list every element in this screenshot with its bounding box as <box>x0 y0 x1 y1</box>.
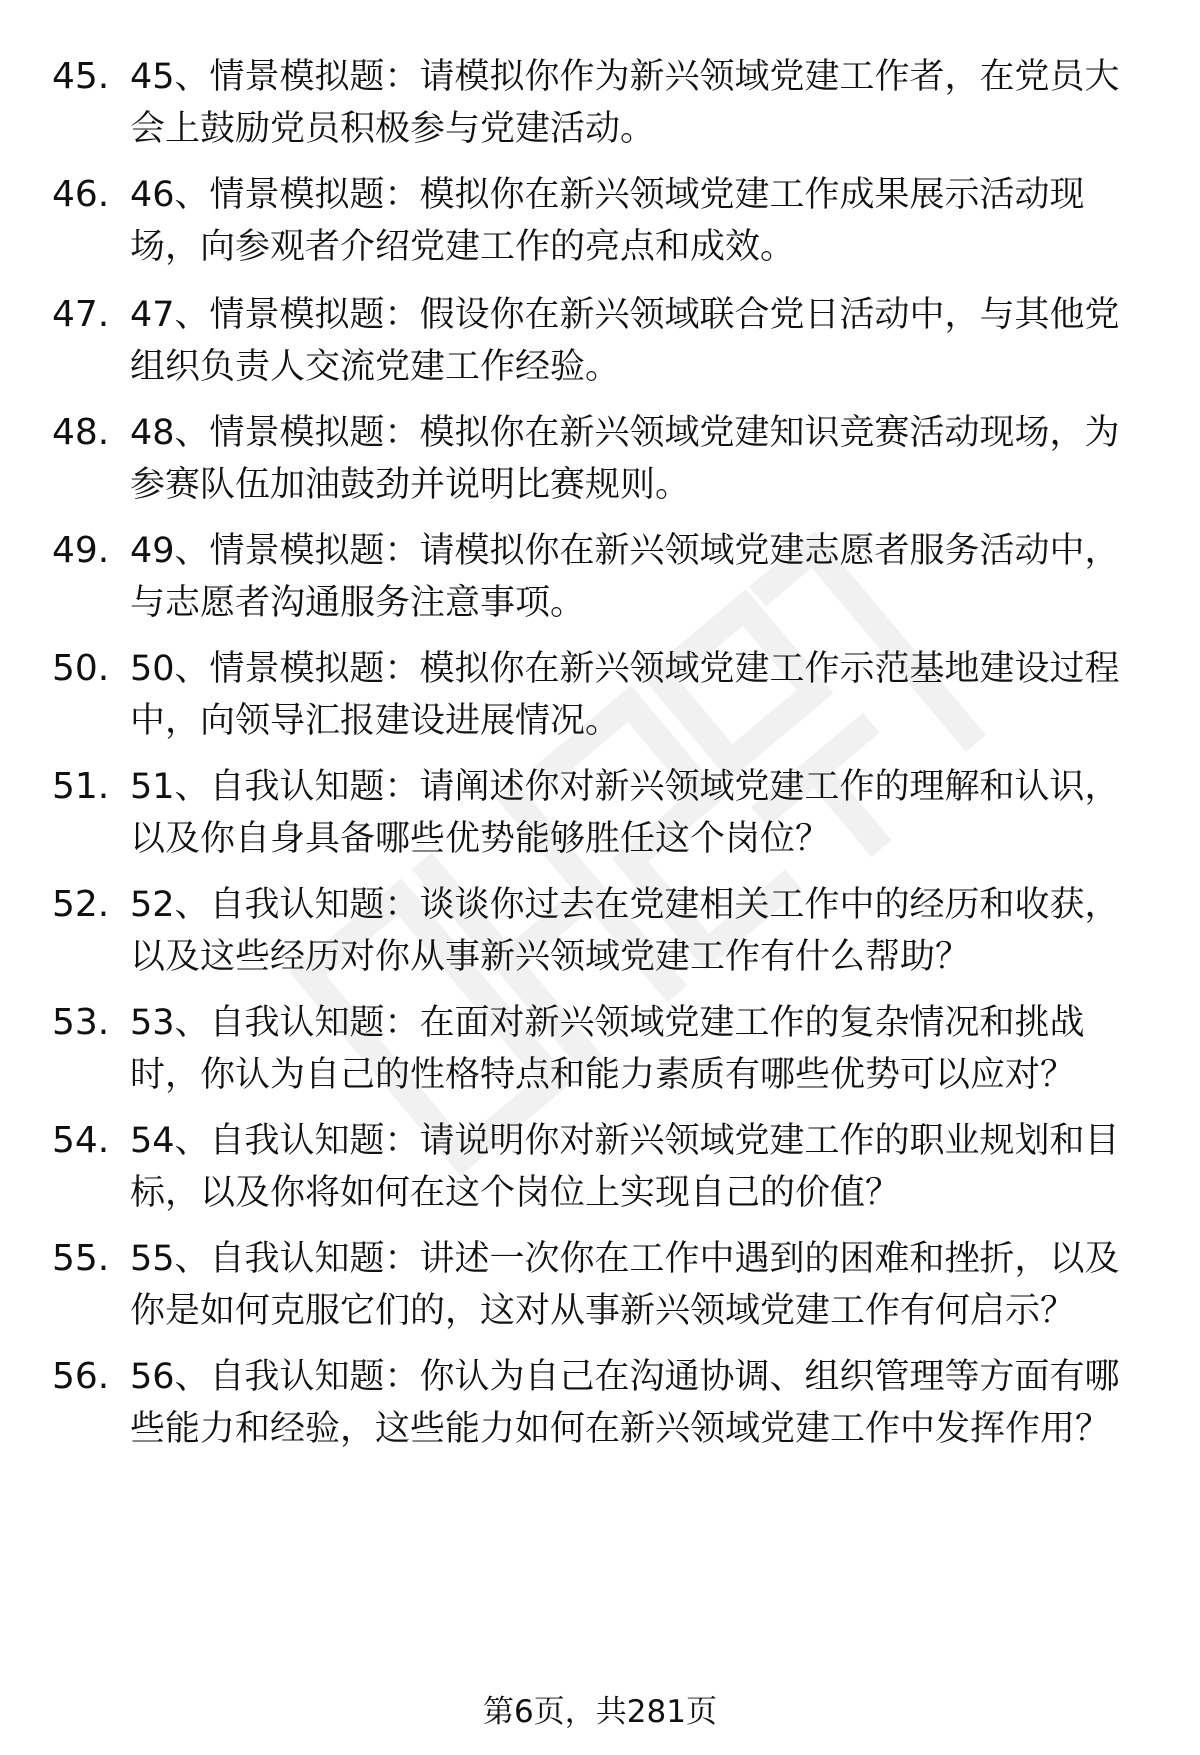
item-text-line2: 与志愿者沟通服务注意事项。 <box>130 583 586 623</box>
item-text-line1: 56、自我认知题：你认为自己在沟通协调、组织管理等方面有哪 <box>130 1357 1120 1397</box>
item-number: 46. <box>52 174 110 215</box>
item-text-line1: 54、自我认知题：请说明你对新兴领域党建工作的职业规划和目 <box>130 1121 1120 1161</box>
item-text-line2: 场，向参观者介绍党建工作的亮点和成效。 <box>130 227 796 267</box>
item-number: 48. <box>52 412 110 453</box>
item-number: 52. <box>52 884 110 925</box>
item-number: 50. <box>52 648 110 689</box>
item-text-line1: 45、情景模拟题：请模拟你作为新兴领域党建工作者，在党员大 <box>130 57 1120 97</box>
item-number: 53. <box>52 1002 110 1043</box>
item-text-line2: 以及这些经历对你从事新兴领域党建工作有什么帮助？ <box>130 937 971 977</box>
item-text-line2: 你是如何克服它们的，这对从事新兴领域党建工作有何启示？ <box>130 1291 1076 1331</box>
item-text-line2: 中，向领导汇报建设进展情况。 <box>130 701 621 741</box>
item-number: 47. <box>52 294 110 335</box>
item-text-line1: 46、情景模拟题：模拟你在新兴领域党建工作成果展示活动现 <box>130 175 1085 215</box>
item-number: 45. <box>52 56 110 97</box>
item-text-line1: 50、情景模拟题：模拟你在新兴领域党建工作示范基地建设过程 <box>130 649 1120 689</box>
item-text-line2: 会上鼓励党员积极参与党建活动。 <box>130 109 656 149</box>
item-text-line2: 以及你自身具备哪些优势能够胜任这个岗位？ <box>130 819 831 859</box>
page-number-footer: 第6页，共281页 <box>483 1694 717 1730</box>
item-text-line1: 55、自我认知题：讲述一次你在工作中遇到的困难和挫折，以及 <box>130 1239 1120 1279</box>
item-number: 54. <box>52 1120 110 1161</box>
item-number: 51. <box>52 766 110 807</box>
item-text-line2: 参赛队伍加油鼓劲并说明比赛规则。 <box>130 465 691 505</box>
item-text-line1: 53、自我认知题：在面对新兴领域党建工作的复杂情况和挑战 <box>130 1003 1085 1043</box>
item-text-line2: 时，你认为自己的性格特点和能力素质有哪些优势可以应对？ <box>130 1055 1076 1095</box>
item-number: 49. <box>52 530 110 571</box>
item-text-line2: 标，以及你将如何在这个岗位上实现自己的价值？ <box>130 1173 901 1213</box>
item-text-line1: 51、自我认知题：请阐述你对新兴领域党建工作的理解和认识， <box>130 767 1120 807</box>
item-text-line1: 48、情景模拟题：模拟你在新兴领域党建知识竞赛活动现场，为 <box>130 413 1120 453</box>
item-text-line1: 52、自我认知题：谈谈你过去在党建相关工作中的经历和收获， <box>130 885 1120 925</box>
item-text-line2: 些能力和经验，这些能力如何在新兴领域党建工作中发挥作用？ <box>130 1409 1111 1449</box>
item-text-line2: 组织负责人交流党建工作经验。 <box>130 347 621 387</box>
item-text-line1: 47、情景模拟题：假设你在新兴领域联合党日活动中，与其他党 <box>130 295 1120 335</box>
item-text-line1: 49、情景模拟题：请模拟你在新兴领域党建志愿者服务活动中， <box>130 531 1120 571</box>
item-number: 55. <box>52 1238 110 1279</box>
item-number: 56. <box>52 1356 110 1397</box>
